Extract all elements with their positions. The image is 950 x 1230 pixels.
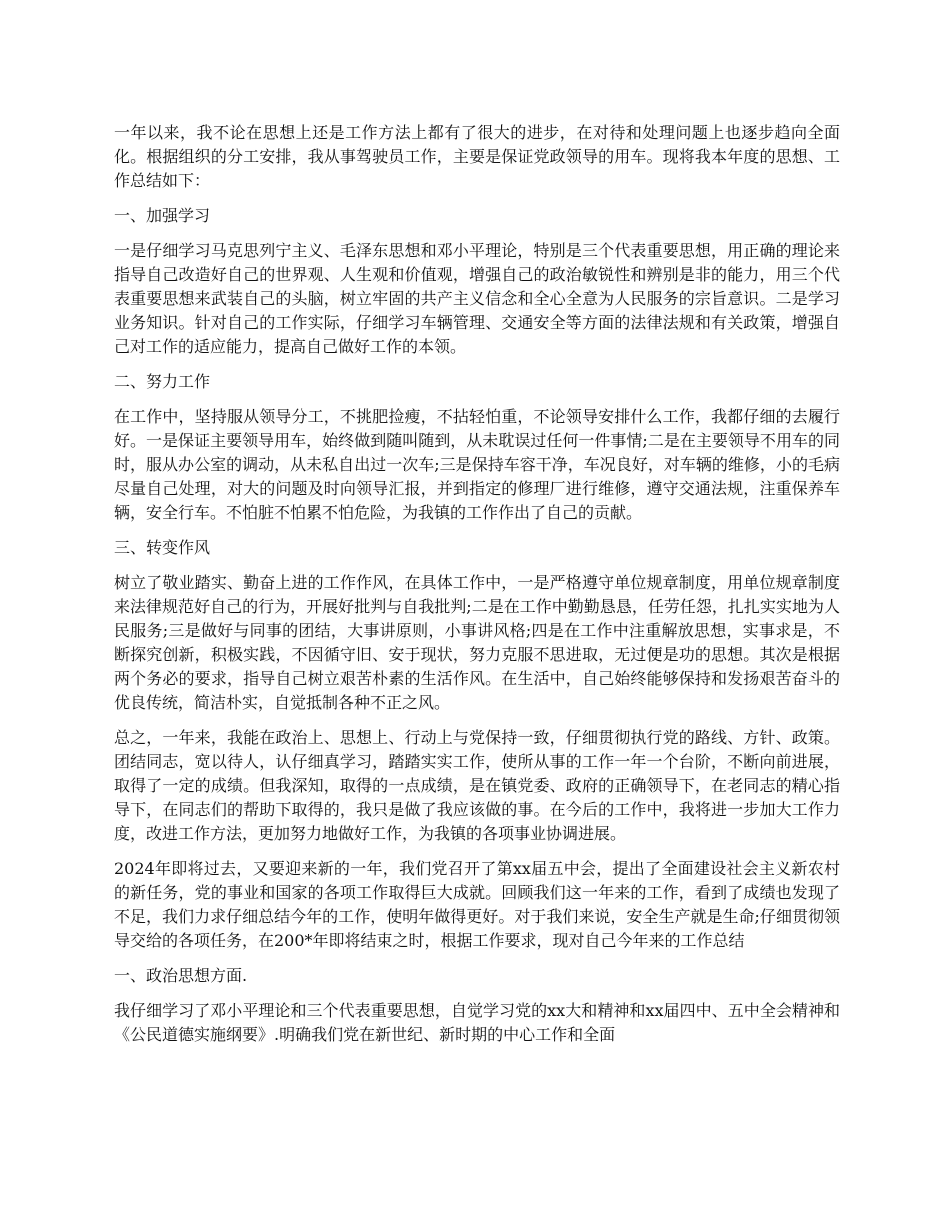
intro-paragraph: 一年以来，我不论在思想上还是工作方法上都有了很大的进步，在对待和处理问题上也逐步趋向全面化。根据组织的分工安排，我从事驾驶员工作，主要是保证党政领导的用车。现将我本年度的思想、工作总结如下：	[114, 123, 840, 190]
style-paragraph: 树立了敬业踏实、勤奋上进的工作作风，在具体工作中，一是严格遵守单位规章制度，用单位规章制度来法律规范好自己的行为，开展好批判与自我批判;二是在工作中勤勤恳恳，任劳任怨，扎扎实实地为人民服务;三是做好与同事的团结，大事讲原则，小事讲风格;四是在工作中注重解放思想，实事求是，不断探究创新，积极实践，不因循守旧、安于现状，努力克服不思进取，无过便是功的思想。其次是根据两个务必的要求，指导自己树立艰苦朴素的生活作风。在生活中，自己始终能够保持和发扬艰苦奋斗的优良传统，简洁朴实，自觉抵制各种不正之风。	[114, 573, 840, 712]
section-heading-study: 一、加强学习	[114, 206, 211, 225]
document-body	[114, 121, 840, 1058]
political-paragraph: 我仔细学习了邓小平理论和三个代表重要思想，自觉学习党的xx大和精神和xx届四中、五中全会精神和《公民道德实施纲要》.明确我们党在新世纪、新时期的中心工作和全面	[114, 1001, 840, 1044]
summary-paragraph: 总之，一年来，我能在政治上、思想上、行动上与党保持一致，仔细贯彻执行党的路线、方针、政策。团结同志，宽以待人，认仔细真学习，踏踏实实工作，使所从事的工作一年一个台阶，不断向前进展，取得了一定的成绩。但我深知，取得的一点成绩，是在镇党委、政府的正确领导下，在老同志的精心指导下，在同志们的帮助下取得的，我只是做了我应该做的事。在今后的工作中，我将进一步加大工作力度，改进工作方法，更加努力地做好工作，为我镇的各项事业协调进展。	[114, 728, 840, 843]
study-paragraph: 一是仔细学习马克思列宁主义、毛泽东思想和邓小平理论，特别是三个代表重要思想，用正确的理论来指导自己改造好自己的世界观、人生观和价值观，增强自己的政治敏锐性和辨别是非的能力，用三个代表重要思想来武装自己的头脑，树立牢固的共产主义信念和全心全意为人民服务的宗旨意识。二是学习业务知识。针对自己的工作实际，仔细学习车辆管理、交通安全等方面的法律法规和有关政策，增强自己对工作的适应能力，提高自己做好工作的本领。	[114, 241, 840, 356]
work-paragraph: 在工作中，坚持服从领导分工，不挑肥捡瘦，不拈轻怕重，不论领导安排什么工作，我都仔细的去履行好。一是保证主要领导用车，始终做到随叫随到，从未耽误过任何一件事情;二是在主要领导不用车的同时，服从办公室的调动，从未私自出过一次车;三是保持车容干净，车况良好，对车辆的维修，小的毛病尽量自己处理，对大的问题及时向领导汇报，并到指定的修理厂进行维修，遵守交通法规，注重保养车辆，安全行车。不怕脏不怕累不怕危险，为我镇的工作作出了自己的贡献。	[114, 407, 840, 522]
year-review-paragraph: 2024年即将过去，又要迎来新的一年，我们党召开了第xx届五中会，提出了全面建设社会主义新农村的新任务，党的事业和国家的各项工作取得巨大成就。回顾我们这一年来的工作，看到了成绩也发现了不足，我们力求仔细总结今年的工作，使明年做得更好。对于我们来说，安全生产就是生命;仔细贯彻领导交给的各项任务，在200*年即将结束之时，根据工作要求，现对自己今年来的工作总结	[114, 859, 840, 950]
section-heading-style: 三、转变作风	[114, 538, 211, 557]
section-heading-political: 一、政治思想方面.	[114, 966, 248, 985]
section-heading-work: 二、努力工作	[114, 372, 211, 391]
